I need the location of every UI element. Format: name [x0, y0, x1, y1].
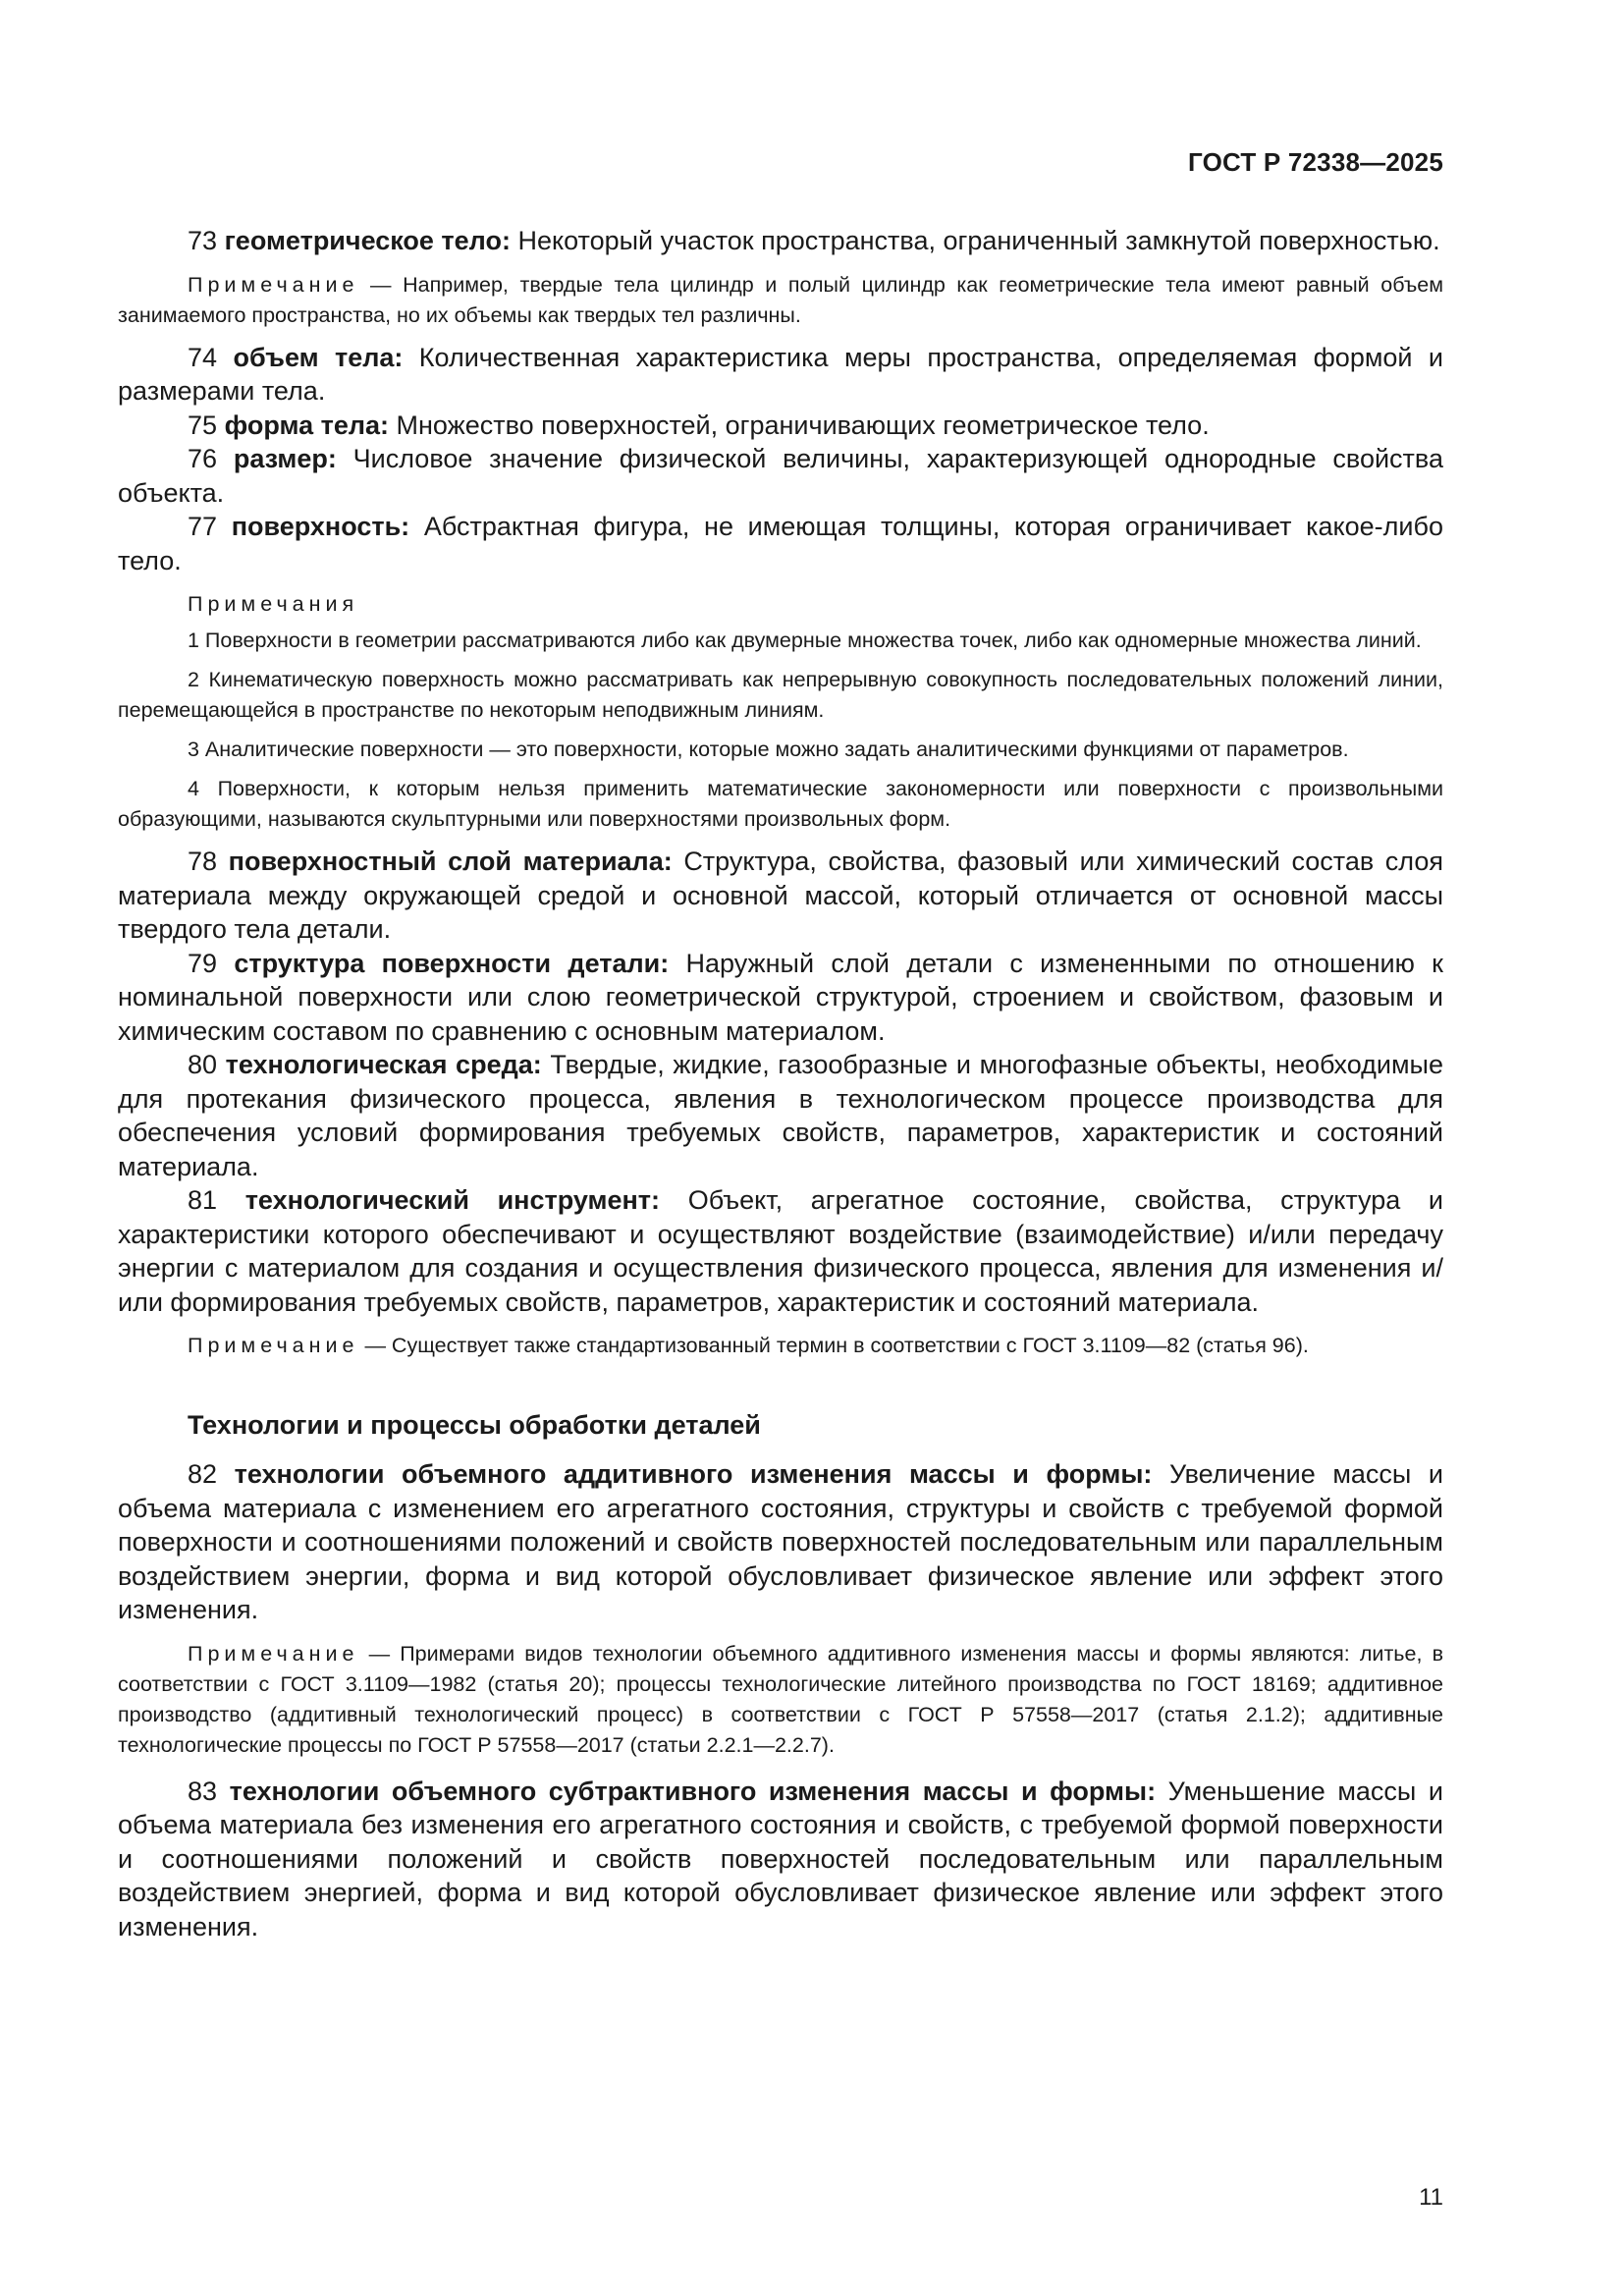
- term-name: размер:: [233, 444, 337, 473]
- term-name: объем тела:: [233, 342, 404, 372]
- term-number: 74: [188, 342, 218, 372]
- term-name: геометрическое тело:: [224, 226, 511, 255]
- note-item-3: 3 Аналитические поверхности — это поверхности, которые можно задать аналитическими функциями от параметров.: [188, 738, 1349, 761]
- note-73: [118, 270, 1443, 331]
- term-name: форма тела:: [224, 410, 389, 440]
- term-number: 81: [188, 1185, 218, 1215]
- term-name: структура поверхности детали:: [234, 948, 670, 978]
- term-entry-74: [118, 341, 1443, 409]
- term-entry-77: [118, 510, 1443, 577]
- term-number: 77: [188, 512, 218, 541]
- term-definition: Множество поверхностей, ограничивающих геометрическое тело.: [396, 410, 1210, 440]
- note-text: — Существует также стандартизованный термин в соответствии с ГОСТ 3.1109—82 (статья 96).: [364, 1334, 1309, 1357]
- term-entry-81: [118, 1183, 1443, 1319]
- term-number: 80: [188, 1050, 218, 1079]
- term-definition: Некоторый участок пространства, ограниченный замкнутой поверхностью.: [517, 226, 1440, 255]
- term-name: технологическая среда:: [225, 1050, 542, 1079]
- term-entry-73: [118, 224, 1443, 258]
- note-item-4: 4 Поверхности, к которым нельзя применить математические закономерности или поверхности с произвольными образующими, называются скульптурными или поверхностями произвольных форм.: [118, 777, 1443, 831]
- section-heading: Технологии и процессы обработки деталей: [188, 1410, 761, 1440]
- note-item-2: 2 Кинематическую поверхность можно рассматривать как непрерывную совокупность последовательных положений линии, перемещающейся в пространстве по некоторым неподвижным линиям.: [118, 668, 1443, 722]
- term-number: 78: [188, 847, 218, 876]
- note-label: Примечание: [188, 272, 359, 297]
- term-definition: Структура, свойства, фазовый или химический состав слоя материала между окружающей средой и основной массой, который отличается от основной массы твердого тела детали.: [118, 847, 1443, 944]
- term-number: 82: [188, 1459, 218, 1489]
- term-definition: Объект, агрегатное состояние, свойства, структура и характеристики которого обеспечивают и осуществляют воздействие (взаимодействие) и/или передачу энергии с материалом для создания и осуществления физического процесса, явления для изменения и/или формирования требуемых свойств, параметров, характеристик и состояний материала.: [118, 1185, 1443, 1317]
- term-number: 75: [188, 410, 218, 440]
- term-name: технологический инструмент:: [244, 1185, 661, 1215]
- term-definition: Количественная характеристика меры пространства, определяемая формой и размерами тела.: [118, 342, 1443, 406]
- note-text: — Например, твердые тела цилиндр и полый цилиндр как геометрические тела имеют равный объем занимаемого пространства, но их объемы как твердых тел различны.: [118, 272, 1443, 327]
- note-label: Примечание: [188, 1641, 359, 1666]
- note-text: — Примерами видов технологии объемного аддитивного изменения массы и формы являются: литье, в соответствии с ГОСТ 3.1109—1982 (статья 20); процессы технологические литейного производства по ГОСТ 18169; аддитивное производство (аддитивный технологический процесс) в соответствии с ГОСТ Р 57558—2017 (статья 2.1.2); аддитивные технологические процессы по ГОСТ Р 57558—2017 (статьи 2.2.1—2.2.7).: [118, 1641, 1443, 1757]
- note-81: [118, 1331, 1443, 1361]
- term-entry-78: [118, 845, 1443, 947]
- term-name: поверхность:: [231, 512, 410, 541]
- notes-label: Примечания: [188, 592, 359, 616]
- document-body: [118, 224, 1443, 1943]
- term-name: поверхностный слой материала:: [228, 847, 673, 876]
- term-name: технологии объемного субтрактивного изменения массы и формы:: [229, 1776, 1157, 1806]
- term-entry-79: [118, 947, 1443, 1049]
- term-number: 73: [188, 226, 218, 255]
- term-number: 83: [188, 1776, 218, 1806]
- standard-header: ГОСТ Р 72338—2025: [1188, 147, 1443, 177]
- term-entry-82: [118, 1457, 1443, 1627]
- term-definition: Числовое значение физической величины, характеризующей однородные свойства объекта.: [118, 444, 1443, 508]
- notes-77-title: [118, 589, 1443, 620]
- term-definition: Уменьшение массы и объема материала без изменения его агрегатного состояния и свойств, с требуемой формой поверхности и соотношениями положений и свойств поверхностей последовательным или параллельным воздействием энергией, форма и вид которой обусловливает физическое явление или эффект этого изменения.: [118, 1776, 1443, 1941]
- note-item-1: 1 Поверхности в геометрии рассматриваются либо как двумерные множества точек, либо как одномерные множества линий.: [188, 629, 1422, 652]
- term-definition: Увеличение массы и объема материала с изменением его агрегатного состояния, структуры и свойств с требуемой формой поверхности и соотношениями положений и свойств поверхностей последовательным или параллельным воздействием энергии, форма и вид которой обусловливает физическое явление или эффект этого изменения.: [118, 1459, 1443, 1624]
- term-definition: Твердые, жидкие, газообразные и многофазные объекты, необходимые для протекания физического процесса, явления в технологическом процессе производства для обеспечения условий формирования требуемых свойств, параметров, характеристик и состояний материала.: [118, 1050, 1443, 1181]
- note-label: Примечание: [188, 1334, 359, 1357]
- term-number: 76: [188, 444, 218, 473]
- term-definition: Наружный слой детали с измененными по отношению к номинальной поверхности или слою геометрической структурой, строением и свойством, фазовым и химическим составом по сравнению с основным материалом.: [118, 948, 1443, 1046]
- term-entry-75: [118, 409, 1443, 443]
- term-definition: Абстрактная фигура, не имеющая толщины, которая ограничивает какое-либо тело.: [118, 512, 1443, 575]
- term-entry-83: [118, 1775, 1443, 1944]
- page-number: 11: [1419, 2184, 1443, 2211]
- term-name: технологии объемного аддитивного изменения массы и формы:: [234, 1459, 1153, 1489]
- term-number: 79: [188, 948, 218, 978]
- note-82: [118, 1639, 1443, 1761]
- term-entry-76: [118, 442, 1443, 510]
- term-entry-80: [118, 1048, 1443, 1183]
